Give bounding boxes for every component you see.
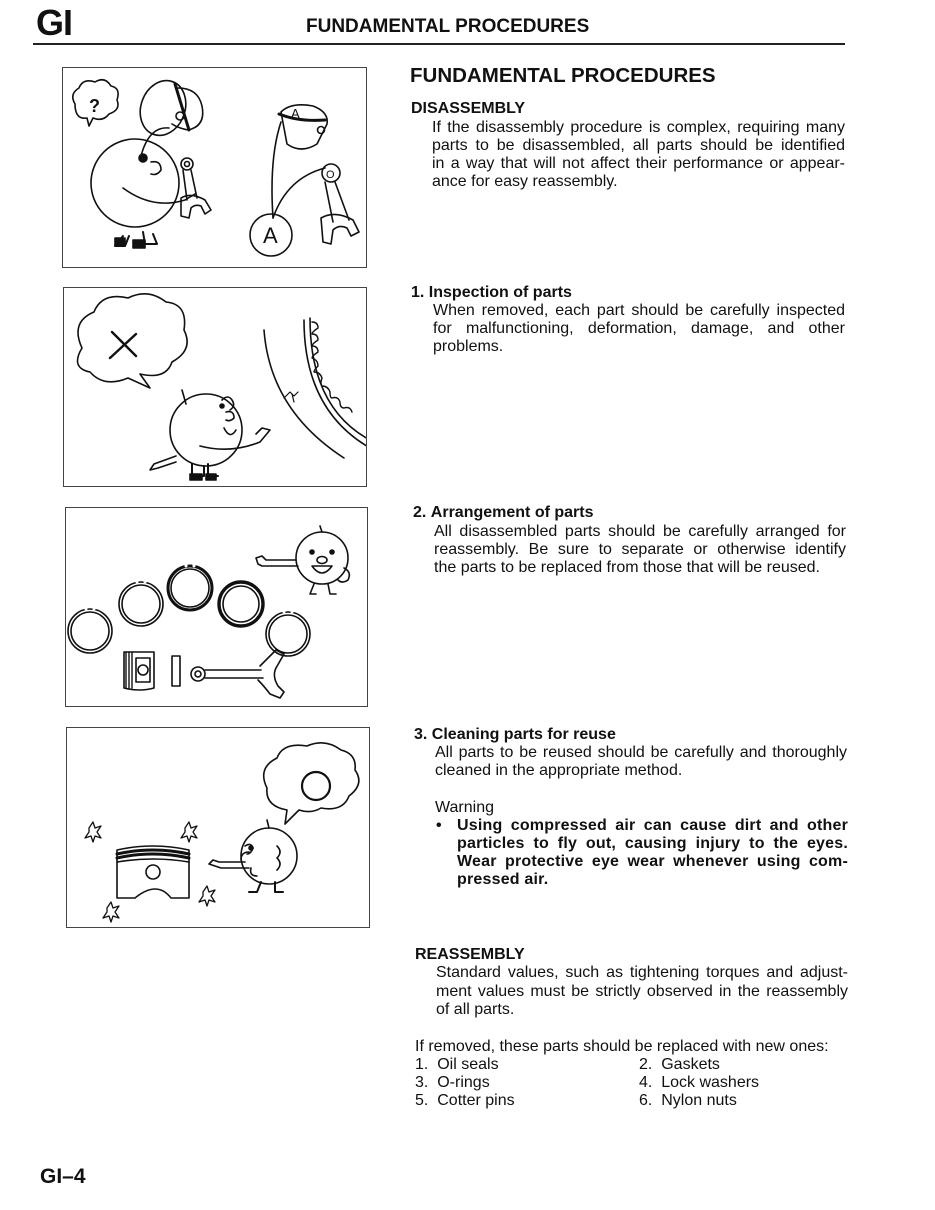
text-line: Wear protective eye wear whenever using com- xyxy=(457,853,848,870)
list-item: 1. Oil seals xyxy=(415,1056,499,1073)
text-line: All parts to be reused should be carefully and thoroughly xyxy=(435,744,847,761)
text-line: If the disassembly procedure is complex, requiring many xyxy=(432,119,845,136)
step-3-heading xyxy=(414,726,616,744)
svg-text:O: O xyxy=(326,169,335,181)
text-line: for malfunctioning, deformation, damage, and other xyxy=(433,320,845,337)
step-number: 1. xyxy=(411,284,425,301)
warning-label: Warning xyxy=(435,799,494,816)
sparkle-icon xyxy=(85,822,101,842)
text-line: When removed, each part should be carefully inspected xyxy=(433,302,845,319)
callout-label: A xyxy=(263,223,278,248)
warning-bullet: • xyxy=(436,817,442,834)
disassembly-heading: DISASSEMBLY xyxy=(411,100,526,117)
text-line: the parts to be replaced from those that will be reused. xyxy=(434,559,820,576)
list-item: 4. Lock washers xyxy=(639,1074,760,1091)
sparkle-icon xyxy=(181,822,197,842)
step-title: Arrangement of parts xyxy=(430,504,594,521)
section-title: FUNDAMENTAL PROCEDURES xyxy=(410,64,716,87)
text-line: cleaned in the appropriate method. xyxy=(435,762,683,779)
list-item: 2. Gaskets xyxy=(639,1056,720,1073)
cross-icon xyxy=(110,332,136,358)
step-title: Cleaning parts for reuse xyxy=(431,726,616,743)
sparkle-icon xyxy=(199,886,215,906)
step-title: Inspection of parts xyxy=(428,284,572,301)
step-2-heading xyxy=(413,504,594,522)
text-line: of all parts. xyxy=(436,1001,515,1018)
question-mark-icon: ? xyxy=(89,96,100,116)
warning-text xyxy=(457,817,848,889)
thought-cloud-icon xyxy=(78,294,188,388)
step-2-paragraph xyxy=(434,523,846,577)
thought-cloud-icon xyxy=(264,743,359,824)
text-line: All disassembled parts should be carefully arranged for xyxy=(434,523,846,540)
text-line: Using compressed air can cause dirt and other xyxy=(457,817,848,834)
section-code: GI xyxy=(36,2,73,43)
disassembly-identification-illustration xyxy=(62,67,367,268)
replace-list-column-2 xyxy=(639,1056,759,1110)
cleaning-illustration xyxy=(66,727,370,928)
text-line: problems. xyxy=(433,338,504,355)
page-header-title: FUNDAMENTAL PROCEDURES xyxy=(306,16,590,37)
inspection-illustration xyxy=(63,287,367,487)
text-line: particles to fly out, causing injury to the eyes. xyxy=(457,835,848,852)
step-1-heading xyxy=(411,284,572,302)
text-line: in a way that will not affect their performance or appear- xyxy=(432,155,845,172)
step-3-paragraph xyxy=(435,744,847,780)
replace-list-column-1 xyxy=(415,1056,515,1110)
step-1-paragraph xyxy=(433,302,845,356)
page-number: GI–4 xyxy=(40,1165,86,1188)
arrangement-illustration xyxy=(65,507,368,707)
text-line: ance for easy reassembly. xyxy=(432,173,618,190)
step-number: 3. xyxy=(414,726,428,743)
header-divider xyxy=(33,43,845,45)
replace-intro: If removed, these parts should be replaced with new ones: xyxy=(415,1038,829,1055)
clean-circle-icon xyxy=(302,772,330,800)
text-line: pressed air. xyxy=(457,871,549,888)
reassembly-paragraph xyxy=(436,964,848,1020)
step-number: 2. xyxy=(413,504,427,521)
text-line: reassembly. Be sure to separate or otherwise identify xyxy=(434,541,846,558)
sparkle-icon xyxy=(103,902,119,922)
svg-text:A: A xyxy=(291,106,300,121)
list-item: 3. O-rings xyxy=(415,1074,490,1091)
text-line: ment values must be strictly observed in the reassembly xyxy=(436,982,848,1000)
reassembly-heading: REASSEMBLY xyxy=(415,946,525,963)
text-line: parts to be disassembled, all parts should be identified xyxy=(432,137,845,154)
list-item: 5. Cotter pins xyxy=(415,1092,515,1109)
list-item: 6. Nylon nuts xyxy=(639,1092,737,1109)
text-line: Standard values, such as tightening torques and adjust- xyxy=(436,964,848,981)
disassembly-paragraph xyxy=(432,119,845,191)
